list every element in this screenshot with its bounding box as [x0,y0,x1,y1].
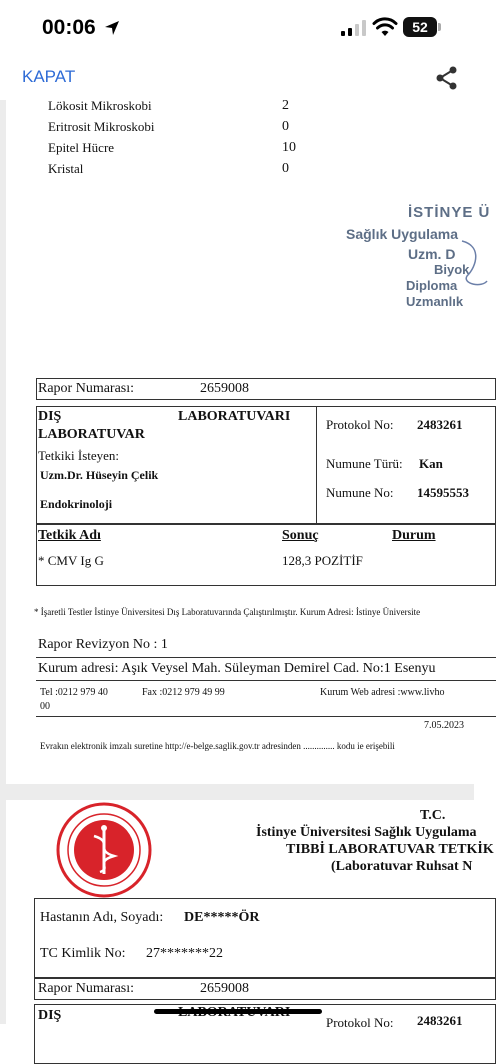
website: Kurum Web adresi :www.livho [320,687,445,698]
share-icon[interactable] [434,65,460,91]
department: Endokrinoloji [40,497,113,511]
divider [36,657,496,658]
result-name: Epitel Hücre [48,140,115,155]
sample-type-label: Numune Türü: [326,456,403,471]
stamp-text: Biyok [434,262,470,277]
battery-icon: 52 [403,17,437,37]
sample-no-value: 14595553 [417,485,469,500]
phone-number-cont: 00 [40,701,50,712]
report-number: 2659008 [200,381,249,396]
result-value: 2 [282,98,289,113]
report-revision: Rapor Revizyon No : 1 [38,637,168,652]
close-button[interactable]: KAPAT [22,67,76,86]
location-arrow-icon [104,20,120,36]
protocol-value: 2483261 [417,1013,463,1028]
col-test-name: Tetkik Adı [38,528,101,543]
tc-id-label: TC Kimlik No: [40,946,126,961]
document-page-1 [6,98,491,784]
lab-title-line2: LABORATUVAR [38,427,145,442]
col-result: Sonuç [282,528,319,543]
divider [36,680,496,681]
stamp-text: İSTİNYE Ü [408,204,491,221]
report-number: 2659008 [200,981,249,996]
lab-license: (Laboratuvar Ruhsat N [331,859,473,874]
test-result: 128,3 POZİTİF [282,553,363,568]
status-time: 00:06 [42,16,96,39]
footnote: * İşaretli Testler İstinye Üniversitesi Dış Laboratuvarında Çalıştırılmıştır. Kurum Adresi: İstinye Üniversite [34,607,421,617]
col-status: Durum [392,528,436,543]
status-bar [0,0,474,56]
requester-name: Uzm.Dr. Hüseyin Çelik [40,468,159,482]
report-date: 7.05.2023 [424,720,464,731]
requester-label: Tetkiki İsteyen: [38,448,120,463]
phone-number: Tel :0212 979 40 [40,687,108,698]
result-value: 0 [282,161,289,176]
document-page-2 [6,800,494,1060]
lab-title-right: LABORATUVARI [178,409,291,424]
patient-name-label: Hastanın Adı, Soyadı: [40,910,164,925]
signature-icon [452,236,502,296]
ministry-of-health-logo-icon [54,800,154,900]
sample-no-label: Numune No: [326,485,394,500]
report-number-label: Rapor Numarası: [38,381,135,396]
institution-address: Kurum adresi: Aşık Veysel Mah. Süleyman Demirel Cad. No:1 Esenyu [38,661,436,676]
official-stamp [342,200,492,310]
stamp-text: Uzmanlık [406,294,464,309]
stamp-text: Diploma [406,278,458,293]
document-viewer[interactable] [0,98,494,1030]
patient-name: DE*****ÖR [184,910,260,925]
stamp-text: Sağlık Uygulama [346,226,459,242]
divider [316,406,317,524]
e-sign-notice: Evrakın elektronik imzalı suretine http://e-belge.saglik.gov.tr adresinden .............. kodu ie erişebili [40,741,395,751]
result-value: 0 [282,119,289,134]
fax-number: Fax :0212 979 49 99 [142,687,225,698]
divider [36,716,496,717]
test-name: * CMV Ig G [38,553,104,568]
result-name: Lökosit Mikroskobi [48,98,152,113]
protocol-value: 2483261 [417,417,463,432]
lab-title-left: DIŞ [38,1008,62,1023]
protocol-label: Protokol No: [326,1015,394,1030]
lab-title-left: DIŞ [38,409,62,424]
battery-tip [438,23,441,31]
result-name: Kristal [48,161,84,176]
result-value: 10 [282,140,296,155]
tc-id-value: 27*******22 [146,946,223,961]
wifi-icon [373,17,397,37]
report-number-label: Rapor Numarası: [38,981,135,996]
hospital-name: İstinye Üniversitesi Sağlık Uygulama [256,825,477,840]
protocol-label: Protokol No: [326,417,394,432]
result-name: Eritrosit Mikroskobi [48,119,155,134]
stamp-text: Uzm. D [408,246,456,262]
cellular-signal-icon [341,20,367,36]
sample-type-value: Kan [419,456,443,471]
nav-bar [0,56,474,100]
home-indicator[interactable] [154,1009,322,1014]
country-name: T.C. [420,808,446,823]
lab-report-title: TIBBİ LABORATUVAR TETKİK [286,842,494,857]
